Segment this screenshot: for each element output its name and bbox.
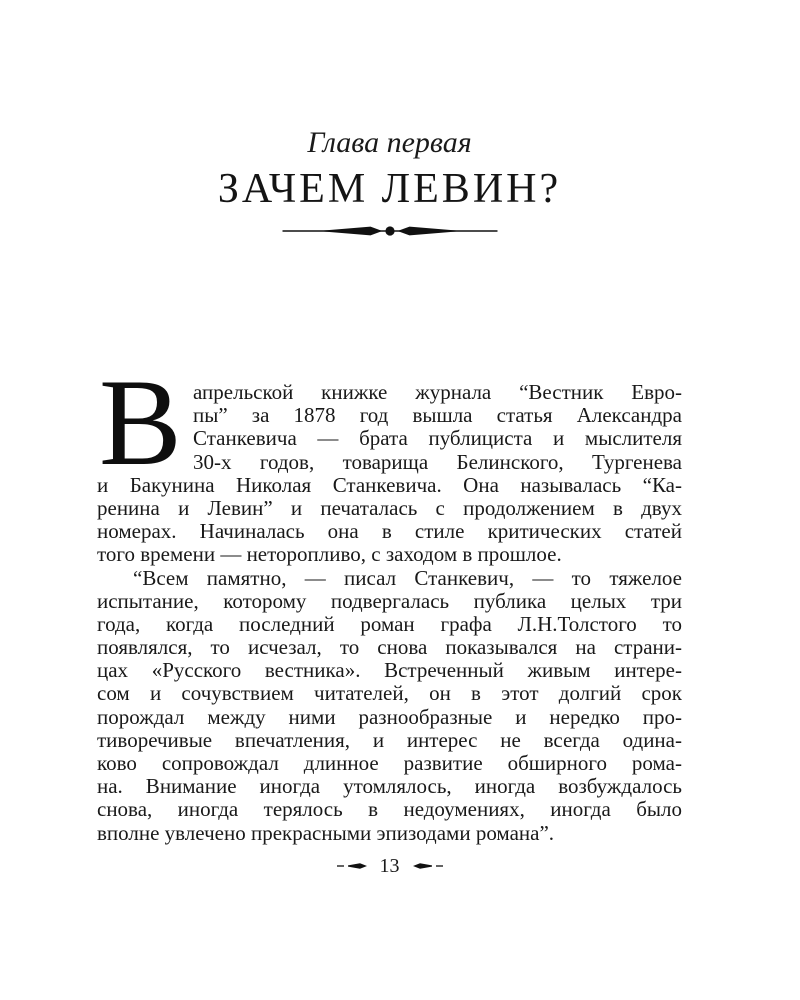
page-number: 13 bbox=[379, 855, 400, 877]
footer-ornament-right-icon bbox=[409, 860, 443, 872]
text-column bbox=[97, 0, 682, 1000]
body-line: на. Внимание иногда утомлялось, иногда возбуждалось bbox=[97, 774, 682, 799]
footer-ornament-left-icon bbox=[337, 860, 371, 872]
body-line: снова, иногда терялось в недоумениях, иногда было bbox=[97, 797, 682, 822]
body-line: года, когда последний роман графа Л.Н.Толстого то bbox=[97, 611, 682, 636]
page-footer bbox=[97, 855, 682, 877]
body-line: появлялся, то исчезал, то снова показывался на страни- bbox=[97, 635, 682, 660]
body-line: того времени — неторопливо, с заходом в прошлое. bbox=[97, 542, 562, 567]
body-line: апрельской книжке журнала “Вестник Евро- bbox=[193, 380, 682, 404]
body-line: номерах. Начиналась она в стиле критических статей bbox=[97, 519, 682, 544]
body-line: тиворечивые впечатления, и интерес не всегда одина- bbox=[97, 727, 682, 752]
body-line: пы” за 1878 год вышла статья Александра bbox=[193, 403, 682, 428]
body-line: цах «Русского вестника». Встреченный живым интере- bbox=[97, 658, 682, 683]
drop-cap: В bbox=[99, 354, 182, 491]
body-line: вполне увлечено прекрасными эпизодами романа”. bbox=[97, 820, 555, 845]
chapter-label: Глава первая bbox=[307, 126, 472, 159]
divider-ornament-icon bbox=[282, 222, 497, 240]
body-line: 30-х годов, товарища Белинского, Тургенева bbox=[193, 449, 682, 474]
body-line: и Бакунина Николая Станкевича. Она называлась “Ка- bbox=[97, 472, 682, 497]
chapter-title: ЗАЧЕМ ЛЕВИН? bbox=[217, 166, 562, 212]
body-text bbox=[97, 354, 682, 845]
body-line: порождал между ними разнообразные и нередко про- bbox=[97, 704, 682, 729]
body-line: Станкевича — брата публициста и мыслителя bbox=[193, 426, 682, 451]
body-line: ково сопровождал длинное развитие обширного рома- bbox=[97, 751, 682, 775]
body-line: “Всем памятно, — писал Станкевич, — то тяжелое bbox=[133, 565, 682, 590]
body-line: сом и сочувствием читателей, он в этот долгий срок bbox=[97, 681, 682, 706]
body-line: ренина и Левин” и печаталась с продолжением в двух bbox=[97, 495, 682, 520]
body-line: испытание, которому подвергалась публика целых три bbox=[97, 588, 682, 613]
